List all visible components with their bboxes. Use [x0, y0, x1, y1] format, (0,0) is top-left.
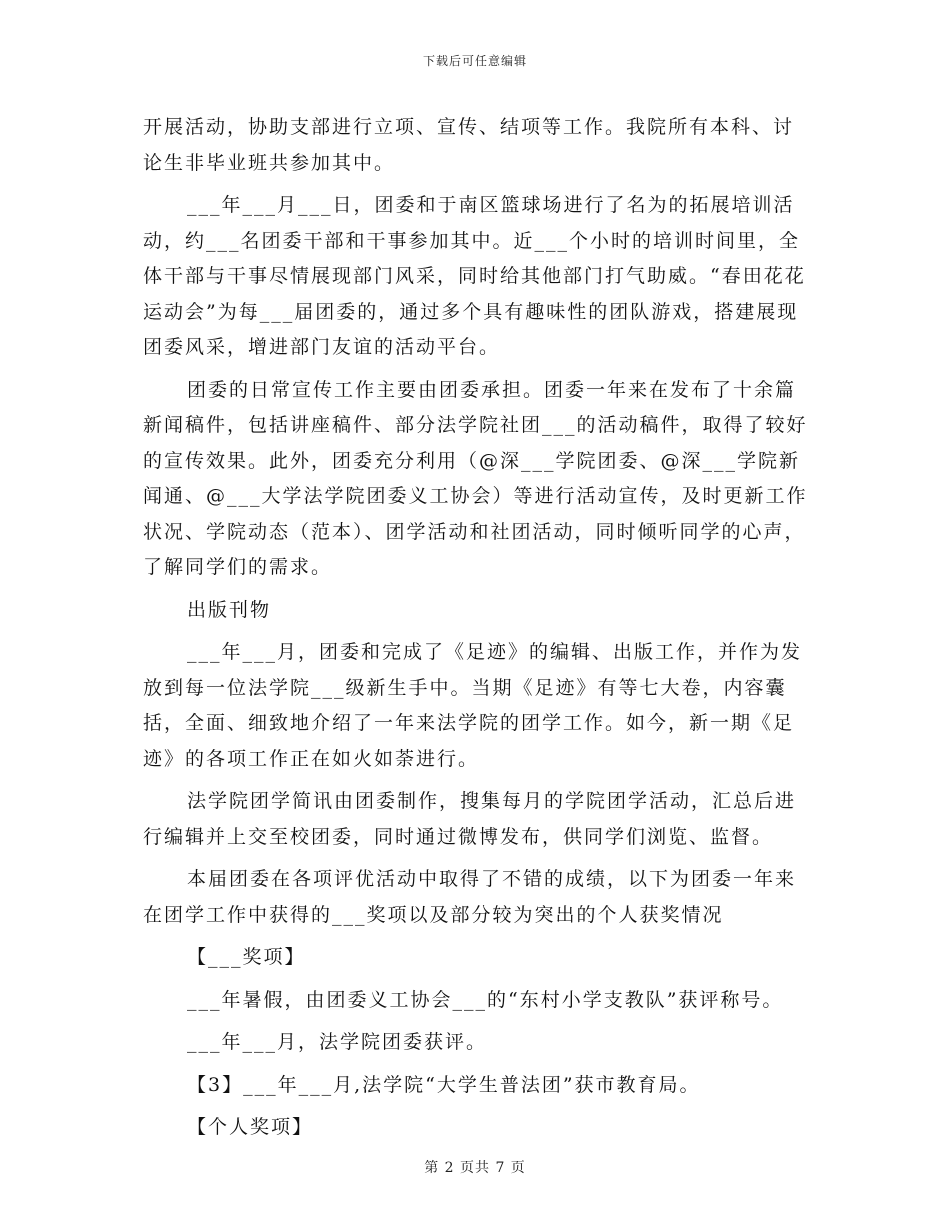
page-footer: 第 2 页共 7 页 [424, 1160, 526, 1176]
paragraph-publicity: 团委的日常宣传工作主要由团委承担。团委一年来在发布了十余篇新闻稿件，包括讲座稿件、部分法学院社团___的活动稿件，取得了较好的宣传效果。此外，团委充分利用（@深___学院团委、@深___学院新闻通、@___大学法学院团委义工协会）等进行活动宣传，及时更新工作状况、学院动态（范本）、团学活动和社团活动，同时倾听同学的心声，了解同学们的需求。 [143, 378, 808, 578]
paragraph-awards-intro: 本届团委在各项评优活动中取得了不错的成绩，以下为团委一年来在团学工作中获得的___奖项以及部分较为突出的个人获奖情况 [143, 868, 797, 926]
section-heading-publications: 出版刊物 [187, 598, 272, 621]
award-item-volunteer-team: ___年暑假，由团委义工协会___的“东村小学支教队”获评称号。 [187, 988, 784, 1011]
paragraph-training-activity: ___年___月___日，团委和于南区篮球场进行了名为的拓展培训活动，约___名团委干部和干事参加其中。近___个小时的培训时间里，全体干部与干事尽情展现部门风采，同时给其他部门打气助威。“春田花花运动会”为每___届团委的，通过多个具有趣味性的团队游戏，搭建展现团委风采，增进部门友谊的活动平台。 [143, 194, 806, 358]
document-body [143, 110, 813, 1153]
paragraph-newsletter: 法学院团学简讯由团委制作，搜集每月的学院团学活动，汇总后进行编辑并上交至校团委，同时通过微博发布，供同学们浏览、监督。 [143, 790, 797, 848]
award-item-law-team: 【3】___年___月,法学院“大学生普法团”获市教育局。 [187, 1073, 701, 1096]
paragraph-continuation: 开展活动，协助支部进行立项、宣传、结项等工作。我院所有本科、讨论生非毕业班共参加其中。 [143, 116, 795, 174]
award-item-league-committee: ___年___月，法学院团委获评。 [187, 1031, 488, 1053]
paragraph-footprints: ___年___月，团委和完成了《足迹》的编辑、出版工作，并作为发放到每一位法学院___级新生手中。当期《足迹》有等七大卷，内容囊括，全面、细致地介绍了一年来法学院的团学工作。如今，新一期《足迹》的各项工作正在如火如荼进行。 [143, 641, 803, 770]
section-heading-group-awards: 【___奖项】 [187, 946, 306, 968]
section-heading-individual-awards: 【个人奖项】 [187, 1116, 314, 1138]
page-header: 下载后可任意编辑 [422, 54, 527, 68]
